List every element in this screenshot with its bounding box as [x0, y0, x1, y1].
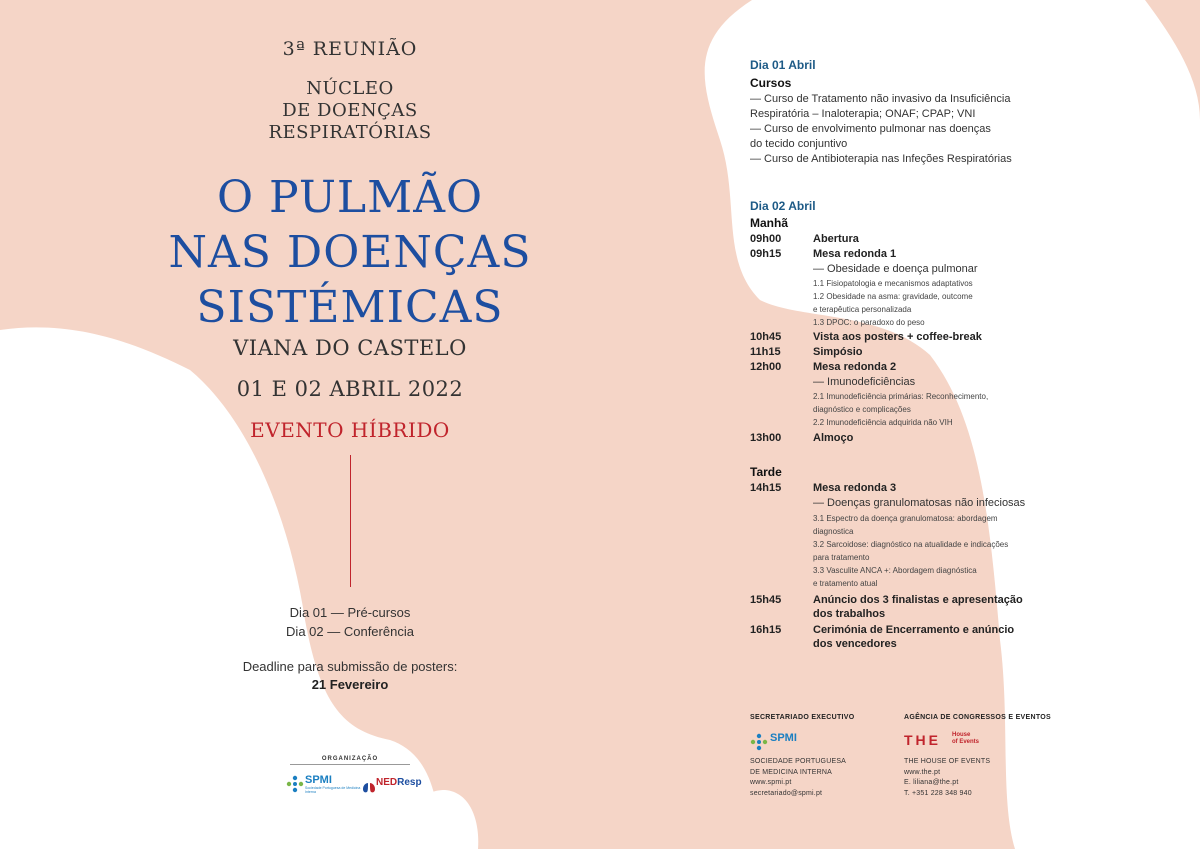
schedule-item	[813, 623, 1153, 651]
subitem: diagnostica	[813, 527, 854, 536]
schedule-time: 14h15	[750, 482, 782, 494]
poster-deadline	[0, 658, 700, 694]
nucleo-heading	[0, 78, 700, 144]
subitem: 3.1 Espectro da doença granulomatosa: abordagem	[813, 514, 998, 523]
curso-line: do tecido conjuntivo	[750, 138, 848, 150]
the-logo-text: THE	[904, 732, 941, 748]
the-logo-subline: House	[952, 732, 971, 738]
schedule-item-line: dos vencedores	[813, 638, 897, 650]
subitem: 3.3 Vasculite ANCA +: Abordagem diagnóstica	[813, 566, 977, 575]
contact-line: www.the.pt	[904, 768, 941, 776]
event-title	[0, 170, 700, 335]
secretariado-label: SECRETARIADO EXECUTIVO	[750, 714, 855, 721]
the-house-of-events-logo	[904, 731, 994, 751]
subitem: 1.3 DPOC: o paradoxo do peso	[813, 318, 925, 327]
nedresp-prefix: NED	[376, 777, 398, 788]
nedresp-suffix: Resp	[397, 777, 422, 788]
tarde-heading: Tarde	[750, 465, 782, 479]
schedule-item: Mesa redonda 3	[813, 482, 897, 494]
schedule-time: 12h00	[750, 361, 782, 373]
schedule-time: 09h15	[750, 248, 782, 260]
contact-line: www.spmi.pt	[750, 779, 792, 786]
schedule-item: Abertura	[813, 233, 859, 245]
curso-line: — Curso de Antibioterapia nas Infeções Respiratórias	[750, 153, 1012, 165]
curso-line: Respiratória – Inaloterapia; ONAF; CPAP; VNI	[750, 108, 976, 120]
cursos-heading: Cursos	[750, 76, 792, 90]
deadline-label: Deadline para submissão de posters:	[242, 659, 458, 674]
spmi-emblem-icon	[286, 775, 304, 793]
subitem: 1.1 Fisiopatologia e mecanismos adaptativos	[813, 279, 973, 288]
subitem: 2.2 Imunodeficiência adquirida não VIH	[813, 418, 953, 427]
contact-line: E. liliana@the.pt	[904, 779, 959, 786]
schedule-item	[813, 593, 1153, 621]
nucleo-line: RESPIRATÓRIAS	[268, 122, 432, 143]
session-subitems	[813, 512, 1143, 590]
nucleo-line: DE DOENÇAS	[282, 100, 418, 121]
the-logo-subline: of Events	[952, 739, 980, 745]
secretariado-spmi-logo	[750, 731, 820, 753]
spmi-emblem-icon	[750, 733, 768, 751]
spmi-logo	[286, 772, 366, 796]
subitem: diagnóstico e complicações	[813, 405, 911, 414]
schedule-item-line: dos trabalhos	[813, 608, 886, 620]
schedule-time: 16h15	[750, 624, 782, 636]
curso-line: — Curso de envolvimento pulmonar nas doenças	[750, 123, 991, 135]
spmi-logo-subtitle: Sociedade Portuguesa de Medicina Interna	[305, 786, 361, 794]
schedule-item: Mesa redonda 2	[813, 361, 897, 373]
contact-line: SOCIEDADE PORTUGUESA	[750, 758, 847, 765]
schedule-time: 15h45	[750, 594, 782, 606]
event-city: VIANA DO CASTELO	[233, 336, 467, 360]
event-dates: 01 E 02 ABRIL 2022	[236, 377, 464, 401]
subitem: para tratamento	[813, 553, 870, 562]
meeting-number: 3ª REUNIÃO	[282, 38, 418, 60]
session-subitems	[813, 277, 1143, 329]
schedule-time: 11h15	[750, 346, 781, 358]
spmi-logo-text: SPMI	[305, 774, 332, 786]
secretariado-contacts	[750, 757, 846, 799]
day-summary-item: Dia 01 — Pré-cursos	[289, 605, 411, 620]
divider-line	[350, 455, 351, 587]
session-topic: — Obesidade e doença pulmonar	[813, 263, 978, 275]
subitem: 1.2 Obesidade na asma: gravidade, outcome	[813, 292, 973, 301]
schedule-item: Almoço	[813, 432, 854, 444]
event-format: EVENTO HÍBRIDO	[250, 418, 450, 442]
contact-line: T. +351 228 348 940	[904, 789, 972, 797]
nucleo-line: NÚCLEO	[306, 78, 394, 99]
days-summary	[0, 603, 700, 641]
program-panel	[750, 0, 1170, 849]
event-title-line: O PULMÃO	[216, 172, 484, 223]
schedule-item: Vista aos posters + coffee-break	[813, 331, 982, 343]
manha-heading: Manhã	[750, 216, 789, 230]
day-summary-item: Dia 02 — Conferência	[286, 624, 414, 639]
contact-line: THE HOUSE OF EVENTS	[904, 758, 991, 765]
nedresp-logo	[362, 772, 422, 796]
cursos-list	[750, 92, 1150, 167]
session-topic: — Doenças granulomatosas não infeciosas	[813, 497, 1026, 509]
subitem: e terapêutica personalizada	[813, 305, 912, 314]
deadline-date: 21 Fevereiro	[311, 677, 389, 692]
agencia-contacts	[904, 757, 990, 799]
agencia-label: AGÊNCIA DE CONGRESSOS E EVENTOS	[904, 714, 1051, 721]
subitem: e tratamento atual	[813, 579, 878, 588]
subitem: 3.2 Sarcoidose: diagnóstico na atualidade e indicações	[813, 540, 1009, 549]
session-topic: — Imunodeficiências	[813, 376, 916, 388]
event-title-line: SISTÉMICAS	[196, 282, 504, 333]
event-title-line: NAS DOENÇAS	[168, 227, 532, 278]
schedule-item-line: Anúncio dos 3 finalistas e apresentação	[813, 594, 1023, 606]
session-subitems	[813, 390, 1143, 429]
nedresp-logo-text	[376, 777, 422, 788]
schedule-item: Simpósio	[813, 346, 863, 358]
organizacao-label: ORGANIZAÇÃO	[290, 756, 410, 765]
day2-heading: Dia 02 Abril	[750, 199, 816, 213]
the-logo-subtext	[952, 732, 979, 746]
schedule-time: 13h00	[750, 432, 782, 444]
curso-line: — Curso de Tratamento não invasivo da Insuficiência	[750, 93, 1011, 105]
schedule-item: Mesa redonda 1	[813, 248, 897, 260]
schedule-time: 09h00	[750, 233, 782, 245]
spmi-logo-text: SPMI	[770, 732, 797, 744]
contact-line: DE MEDICINA INTERNA	[750, 768, 832, 776]
contact-line: secretariado@spmi.pt	[750, 789, 823, 797]
lungs-icon	[362, 774, 376, 794]
subitem: 2.1 Imunodeficiência primárias: Reconhecimento,	[813, 392, 989, 401]
schedule-item-line: Cerimónia de Encerramento e anúncio	[813, 624, 1015, 636]
schedule-time: 10h45	[750, 331, 782, 343]
day1-heading: Dia 01 Abril	[750, 58, 816, 72]
